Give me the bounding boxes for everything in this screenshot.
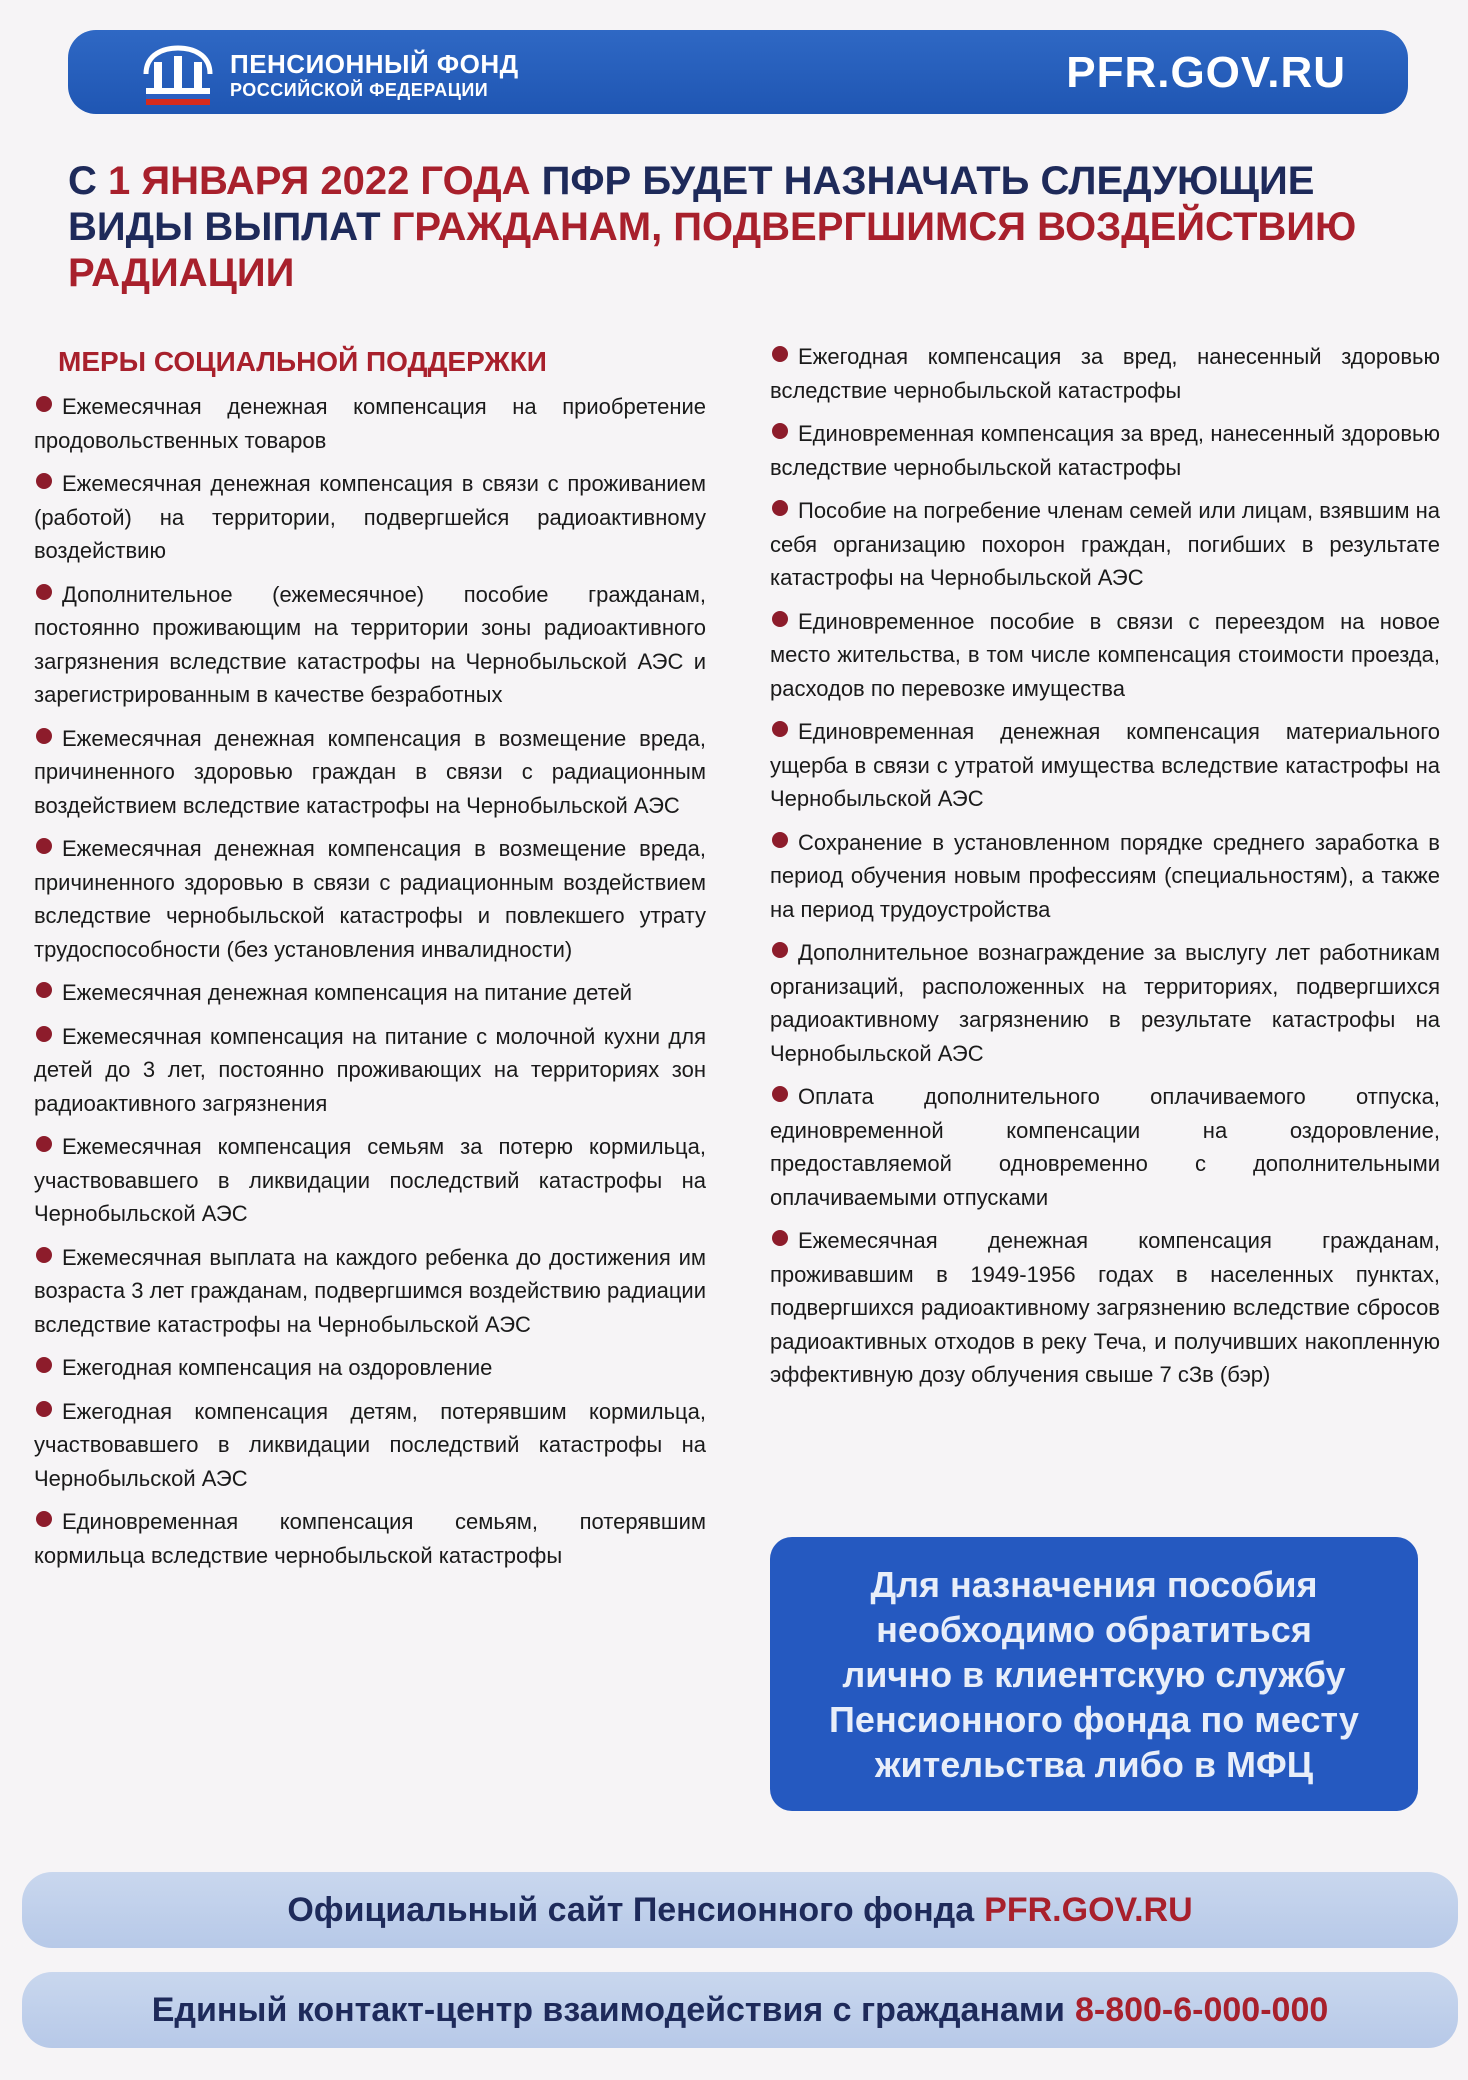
list-item-text: Ежемесячная компенсация на питание с молочной кухни для детей до 3 лет, постоянно проживающих на территориях зон радиоактивного загрязнения bbox=[34, 1023, 706, 1116]
section-title: МЕРЫ СОЦИАЛЬНОЙ ПОДДЕРЖКИ bbox=[58, 346, 547, 377]
list-item bbox=[770, 605, 1440, 706]
list-item-text: Ежемесячная денежная компенсация на приобретение продовольственных товаров bbox=[34, 394, 706, 453]
list-item bbox=[34, 578, 706, 712]
list-item bbox=[34, 1505, 706, 1572]
list-item-text: Ежегодная компенсация на оздоровление bbox=[62, 1355, 493, 1380]
logo-line-2: РОССИЙСКОЙ ФЕДЕРАЦИИ bbox=[230, 79, 489, 100]
bullet-icon bbox=[36, 728, 52, 744]
list-item-text: Сохранение в установленном порядке среднего заработка в период обучения новым профессиям (специальностям), а также на период трудоустройства bbox=[770, 829, 1440, 922]
bullet-icon bbox=[772, 423, 788, 439]
list-item bbox=[34, 1020, 706, 1121]
official-site-link[interactable]: PFR.GOV.RU bbox=[984, 1890, 1193, 1929]
list-item bbox=[770, 417, 1440, 484]
list-item bbox=[770, 1080, 1440, 1214]
title-part-1: С bbox=[68, 159, 108, 203]
list-item-text: Ежемесячная денежная компенсация на питание детей bbox=[62, 980, 633, 1005]
list-item bbox=[34, 976, 706, 1010]
info-line: Пенсионного фонда по месту bbox=[829, 1698, 1359, 1740]
support-list-left bbox=[34, 390, 706, 1572]
header-banner bbox=[68, 30, 1408, 114]
bullet-icon bbox=[772, 500, 788, 516]
title-date: 1 ЯНВАРЯ 2022 ГОДА bbox=[108, 159, 531, 203]
info-line: жительства либо в МФЦ bbox=[874, 1743, 1313, 1785]
bullet-icon bbox=[772, 832, 788, 848]
contact-phone-link[interactable]: 8-800-6-000-000 bbox=[1074, 1990, 1329, 2029]
bullet-icon bbox=[36, 584, 52, 600]
application-info-box bbox=[770, 1537, 1418, 1811]
list-item bbox=[34, 1395, 706, 1496]
list-item bbox=[770, 1224, 1440, 1392]
left-column bbox=[34, 340, 706, 1582]
official-site-label: Официальный сайт Пенсионного фонда bbox=[287, 1890, 975, 1929]
bullet-icon bbox=[772, 346, 788, 362]
list-item bbox=[34, 390, 706, 457]
list-item bbox=[34, 467, 706, 568]
list-item bbox=[34, 832, 706, 966]
list-item-text: Ежемесячная денежная компенсация в связи с проживанием (работой) на территории, подвергшейся радиоактивному воздействию bbox=[34, 471, 706, 563]
info-line: необходимо обратиться bbox=[876, 1608, 1312, 1650]
bullet-icon bbox=[772, 611, 788, 627]
pfr-emblem-icon bbox=[140, 44, 216, 108]
logo-line-1: ПЕНСИОННЫЙ ФОНД bbox=[230, 49, 519, 79]
list-item bbox=[34, 1241, 706, 1342]
bullet-icon bbox=[772, 1230, 788, 1246]
list-item bbox=[770, 494, 1440, 595]
list-item bbox=[770, 826, 1440, 927]
header-site-link[interactable]: PFR.GOV.RU bbox=[1066, 48, 1346, 97]
list-item-text: Ежегодная компенсация за вред, нанесенный здоровью вследствие чернобыльской катастрофы bbox=[770, 344, 1440, 403]
list-item-text: Ежемесячная выплата на каждого ребенка до достижения им возраста 3 лет гражданам, подвергшимся воздействию радиации вследствие катастрофы на Чернобыльской АЭС bbox=[34, 1244, 706, 1337]
contact-center-label: Единый контакт-центр взаимодействия с гражданами bbox=[151, 1990, 1065, 2029]
page-title bbox=[68, 158, 1428, 296]
bullet-icon bbox=[36, 473, 52, 489]
list-item-text: Ежемесячная денежная компенсация в возмещение вреда, причиненного здоровью в связи с радиационным воздействием вследствие чернобыльской катастрофы и повлекшего утрату трудоспособности (без установления инвалидности) bbox=[34, 836, 706, 962]
bullet-icon bbox=[772, 1086, 788, 1102]
info-line: Для назначения пособия bbox=[870, 1563, 1318, 1605]
list-item bbox=[34, 722, 706, 823]
bullet-icon bbox=[36, 1136, 52, 1152]
list-item bbox=[34, 1130, 706, 1231]
bullet-icon bbox=[36, 1357, 52, 1373]
bullet-icon bbox=[36, 838, 52, 854]
info-line: лично в клиентскую службу bbox=[842, 1653, 1346, 1695]
list-item bbox=[770, 340, 1440, 407]
list-item bbox=[770, 936, 1440, 1070]
list-item-text: Дополнительное вознаграждение за выслугу лет работникам организаций, расположенных на территориях, подвергшихся радиоактивному загрязнению в результате катастрофы на Чернобыльской АЭС bbox=[770, 940, 1440, 1066]
list-item bbox=[770, 715, 1440, 816]
list-item-text: Ежегодная компенсация детям, потерявшим кормильца, участвовавшего в ликвидации последствий катастрофы на Чернобыльской АЭС bbox=[34, 1398, 706, 1491]
bullet-icon bbox=[36, 396, 52, 412]
contact-center-bar bbox=[22, 1972, 1458, 2048]
list-item-text: Единовременная компенсация за вред, нанесенный здоровью вследствие чернобыльской катастрофы bbox=[770, 421, 1440, 480]
bullet-icon bbox=[772, 721, 788, 737]
bullet-icon bbox=[772, 942, 788, 958]
support-list-right bbox=[770, 340, 1440, 1392]
title-recipients: ГРАЖДАНАМ, ПОДВЕРГШИМСЯ ВОЗДЕЙСТВИЮ РАДИАЦИИ bbox=[68, 205, 1357, 295]
list-item-text: Единовременное пособие в связи с переездом на новое место жительства, в том числе компенсация стоимости проезда, расходов по перевозке имущества bbox=[770, 608, 1440, 701]
list-item-text: Единовременная компенсация семьям, потерявшим кормильца вследствие чернобыльской катастрофы bbox=[34, 1509, 706, 1568]
list-item bbox=[34, 1351, 706, 1385]
bullet-icon bbox=[36, 1511, 52, 1527]
bullet-icon bbox=[36, 1247, 52, 1263]
application-info-text bbox=[829, 1562, 1359, 1787]
logo-text bbox=[230, 50, 519, 101]
list-item-text: Единовременная денежная компенсация материального ущерба в связи с утратой имущества вследствие катастрофы на Чернобыльской АЭС bbox=[770, 719, 1440, 811]
bullet-icon bbox=[36, 1026, 52, 1042]
bullet-icon bbox=[36, 982, 52, 998]
official-site-bar bbox=[22, 1872, 1458, 1948]
title-part-3: ПФР БУДЕТ НАЗНАЧАТЬ СЛЕДУЮЩИЕ ВИДЫ ВЫПЛАТ bbox=[68, 159, 1315, 249]
list-item-text: Ежемесячная компенсация семьям за потерю кормильца, участвовавшего в ликвидации последствий катастрофы на Чернобыльской АЭС bbox=[34, 1134, 706, 1226]
list-item-text: Оплата дополнительного оплачиваемого отпуска, единовременной компенсации на оздоровление, предоставляемой одновременно с дополнительными оплачиваемыми отпусками bbox=[770, 1084, 1440, 1210]
list-item-text: Дополнительное (ежемесячное) пособие гражданам, постоянно проживающим на территории зоны радиоактивного загрязнения вследствие катастрофы на Чернобыльской АЭС и зарегистрированным в качестве безработных bbox=[34, 581, 706, 707]
list-item-text: Пособие на погребение членам семей или лицам, взявшим на себя организацию похорон граждан, погибших в результате катастрофы на Чернобыльской АЭС bbox=[770, 498, 1440, 590]
right-column bbox=[770, 340, 1440, 1402]
list-item-text: Ежемесячная денежная компенсация гражданам, проживавшим в 1949-1956 годах в населенных пунктах, подвергшихся радиоактивному загрязнению вследствие сбросов радиоактивных отходов в реку Теча, и получивших накопленную эффективную дозу облучения свыше 7 сЗв (бэр) bbox=[770, 1228, 1440, 1387]
bullet-icon bbox=[36, 1401, 52, 1417]
list-item-text: Ежемесячная денежная компенсация в возмещение вреда, причиненного здоровью граждан в связи с радиационным воздействием вследствие катастрофы на Чернобыльской АЭС bbox=[34, 725, 706, 818]
